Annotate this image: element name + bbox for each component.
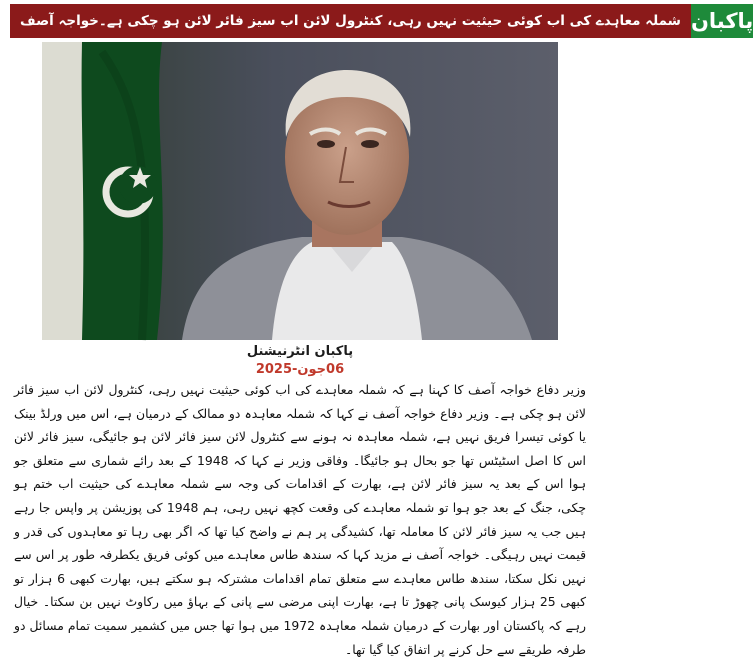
headline: شملہ معاہدے کی اب کوئی حیثیت نہیں رہی، کنٹرول لائن اب سیز فائر لائن ہو چکی ہے۔خواجہ آصف bbox=[10, 4, 691, 38]
news-photo bbox=[42, 42, 558, 340]
brand-logo: پاکبان bbox=[691, 4, 753, 38]
news-header bbox=[10, 4, 753, 38]
byline-date: 06جون-2025 bbox=[255, 362, 345, 377]
byline-source: پاکبان انٹرنیشنل bbox=[246, 344, 354, 359]
portrait-image bbox=[42, 42, 558, 340]
article-body: وزیر دفاع خواجہ آصف کا کہنا ہے کہ شملہ معاہدے کی اب کوئی حیثیت نہیں رہی، کنٹرول لائن اب سیز فائر لائن ہو چکی ہے۔ وزیر دفاع خواجہ آصف نے کہا کہ شملہ معاہدہ دو ممالک کے درمیان ہے، اس میں ورلڈ بینک یا کوئی تیسرا فریق نہیں ہے، شملہ معاہدہ نہ ہونے سے کنٹرول لائن سیز فائر لائن ہو جائیگی، سیز فائر لائن اس کا اصل اسٹیٹس تھا جو بحال ہو جائیگا۔ وفاقی وزیر نے کہا کہ 1948 کے بعد رائے شماری سے متعلق جو ہوا اس کے بعد یہ سیز فائر لائن ہے، بھارت کے اقدامات کی وجہ سے شملہ معاہدے کی حیثیت اب ختم ہو چکی، جنگ کے بعد جو ہوا تو شملہ معاہدے کی وقعت کچھ نہیں رہی، ہم 1948 کی پوزیشن پر واپس جا رہے ہیں جب یہ سیز فائر لائن کا معاملہ تھا، کشیدگی پر ہم نے واضح کیا تھا کہ اگر بھی رہا تو معاہدوں کی قدر و قیمت نہیں رہیگی۔ خواجہ آصف نے مزید کہا کہ سندھ طاس معاہدے میں کوئی فریق یکطرفہ طور پر اس سے نہیں نکل سکتا، سندھ طاس معاہدے سے متعلق تمام اقدامات مشترکہ ہو سکتے ہیں، بھارت کبھی 6 ہزار تو کبھی 25 ہزار کیوسک پانی چھوڑ تا ہے، بھارت اپنی مرضی سے پانی کے بہاؤ میں رکاوٹ نہیں بن سکتا۔ خیال رہے کہ پاکستان اور بھارت کے درمیان شملہ معاہدہ 1972 میں ہوا تھا جس میں کشمیر سمیت تمام مسائل دو طرفہ طریقے سے حل کرنے پر اتفاق کیا گیا تھا۔ bbox=[14, 382, 587, 657]
